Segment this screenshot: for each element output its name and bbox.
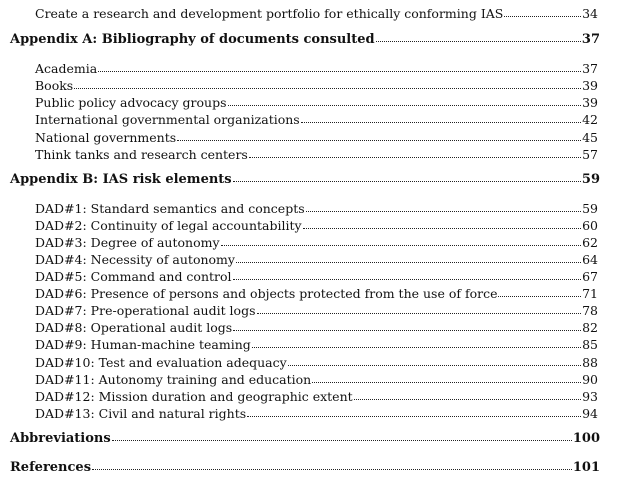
dot-leader xyxy=(233,330,581,331)
toc-entry[interactable] xyxy=(0,406,618,421)
toc-entry-title: DAD#7: Pre-operational audit logs xyxy=(35,303,256,318)
toc-entry-title: DAD#3: Degree of autonomy xyxy=(35,235,220,250)
toc-entry[interactable] xyxy=(0,303,618,318)
toc-entry[interactable] xyxy=(0,218,618,233)
toc-entry-page: 37 xyxy=(581,32,600,47)
toc-entry[interactable] xyxy=(0,337,618,352)
toc-entry-title: DAD#10: Test and evaluation adequacy xyxy=(35,355,287,370)
toc-entry-page: 82 xyxy=(582,320,598,335)
toc-entry[interactable] xyxy=(0,320,618,335)
dot-leader xyxy=(233,181,581,182)
toc-entry[interactable] xyxy=(0,355,618,370)
dot-leader xyxy=(306,211,581,212)
dot-leader xyxy=(376,41,581,42)
toc-entry[interactable] xyxy=(0,130,618,145)
toc-entry[interactable] xyxy=(0,147,618,162)
toc-entry[interactable] xyxy=(0,389,618,404)
dot-leader xyxy=(312,382,581,383)
toc-entry-page: 93 xyxy=(582,389,598,404)
toc-heading-entry[interactable] xyxy=(0,460,618,475)
toc-entry-title: DAD#1: Standard semantics and concepts xyxy=(35,201,305,216)
toc-entry[interactable] xyxy=(0,78,618,93)
dot-leader xyxy=(252,347,581,348)
dot-leader xyxy=(221,245,582,246)
toc-entry-page: 60 xyxy=(582,218,598,233)
toc-entry-title: Appendix B: IAS risk elements xyxy=(10,172,232,187)
toc-entry-page: 39 xyxy=(582,95,598,110)
toc-entry[interactable] xyxy=(0,235,618,250)
toc-entry[interactable] xyxy=(0,286,618,301)
toc-entry[interactable] xyxy=(0,6,618,21)
toc-entry-title: DAD#6: Presence of persons and objects protected from the use of force xyxy=(35,286,498,301)
toc-entry-page: 42 xyxy=(582,112,598,127)
toc-entry-title: DAD#12: Mission duration and geographic extent xyxy=(35,389,353,404)
dot-leader xyxy=(257,313,582,314)
toc-entry-title: DAD#2: Continuity of legal accountability xyxy=(35,218,302,233)
dot-leader xyxy=(247,416,581,417)
toc-entry-page: 45 xyxy=(582,130,598,145)
toc-entry-page: 64 xyxy=(582,252,598,267)
toc-entry-title: National governments xyxy=(35,130,177,145)
toc-entry-title: DAD#13: Civil and natural rights xyxy=(35,406,247,421)
toc-entry-title: Public policy advocacy groups xyxy=(35,95,227,110)
toc-entry-page: 100 xyxy=(572,431,600,446)
toc-entry-title: DAD#9: Human-machine teaming xyxy=(35,337,251,352)
toc-entry-page: 78 xyxy=(582,303,598,318)
dot-leader xyxy=(74,88,581,89)
toc-entry-title: Academia xyxy=(35,61,98,76)
toc-entry-page: 67 xyxy=(582,269,598,284)
toc-entry-page: 34 xyxy=(582,6,598,21)
toc-entry-title: References xyxy=(10,460,92,475)
toc-entry[interactable] xyxy=(0,372,618,387)
dot-leader xyxy=(498,296,581,297)
toc-entry-page: 88 xyxy=(582,355,598,370)
toc-heading-entry[interactable] xyxy=(0,172,618,187)
dot-leader xyxy=(177,140,581,141)
toc-entry-page: 59 xyxy=(581,172,600,187)
dot-leader xyxy=(249,157,581,158)
toc-entry-page: 57 xyxy=(582,147,598,162)
toc-entry-page: 62 xyxy=(582,235,598,250)
dot-leader xyxy=(236,262,581,263)
dot-leader xyxy=(303,228,582,229)
toc-entry-page: 85 xyxy=(582,337,598,352)
toc-entry-title: Think tanks and research centers xyxy=(35,147,248,162)
toc-entry-page: 101 xyxy=(572,460,600,475)
toc-entry[interactable] xyxy=(0,112,618,127)
toc-entry-title: International governmental organizations xyxy=(35,112,300,127)
toc-entry-title: DAD#5: Command and control xyxy=(35,269,232,284)
toc-entry-page: 94 xyxy=(582,406,598,421)
dot-leader xyxy=(288,365,581,366)
dot-leader xyxy=(354,399,581,400)
toc-entry-title: Create a research and development portfolio for ethically conforming IAS xyxy=(35,6,504,21)
toc-heading-entry[interactable] xyxy=(0,32,618,47)
toc-entry[interactable] xyxy=(0,61,618,76)
toc-entry-page: 59 xyxy=(582,201,598,216)
toc-entry-title: Books xyxy=(35,78,74,93)
dot-leader xyxy=(233,279,582,280)
toc-entry-title: DAD#4: Necessity of autonomy xyxy=(35,252,235,267)
dot-leader xyxy=(112,440,572,441)
dot-leader xyxy=(301,122,581,123)
toc-entry[interactable] xyxy=(0,252,618,267)
toc-entry-title: Appendix A: Bibliography of documents consulted xyxy=(10,32,375,47)
dot-leader xyxy=(92,469,572,470)
toc-entry[interactable] xyxy=(0,269,618,284)
dot-leader xyxy=(228,105,582,106)
dot-leader xyxy=(98,71,581,72)
toc-entry-title: DAD#11: Autonomy training and education xyxy=(35,372,312,387)
toc-entry-title: DAD#8: Operational audit logs xyxy=(35,320,233,335)
toc-heading-entry[interactable] xyxy=(0,431,618,446)
toc-entry-title: Abbreviations xyxy=(10,431,111,446)
toc-entry[interactable] xyxy=(0,201,618,216)
toc-entry-page: 71 xyxy=(582,286,598,301)
dot-leader xyxy=(504,16,581,17)
toc-entry-page: 90 xyxy=(582,372,598,387)
toc-entry-page: 37 xyxy=(582,61,598,76)
toc-entry-page: 39 xyxy=(582,78,598,93)
toc-entry[interactable] xyxy=(0,95,618,110)
